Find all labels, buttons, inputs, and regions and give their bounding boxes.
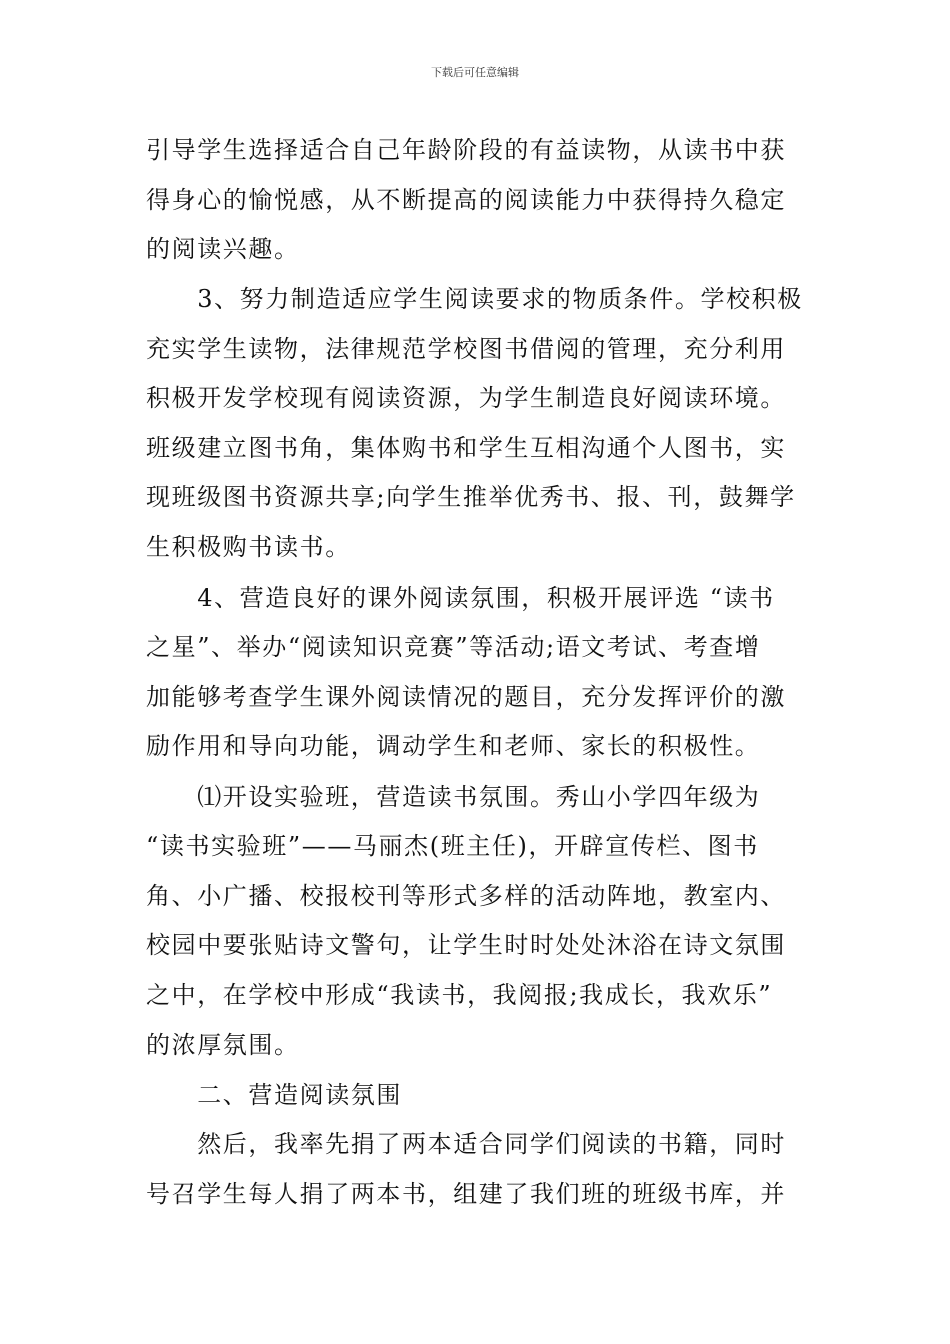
text-line: 得身心的愉悦感，从不断提高的阅读能力中获得持久稳定 xyxy=(146,186,786,214)
text-line: 号召学生每人捐了两本书，组建了我们班的班级书库，并 xyxy=(146,1180,786,1208)
text-line: 然后，我率先捐了两本适合同学们阅读的书籍，同时 xyxy=(146,1130,786,1158)
text-line: 的浓厚氛围。 xyxy=(146,1031,300,1059)
text-line: 现班级图书资源共享;向学生推举优秀书、报、刊，鼓舞学 xyxy=(146,483,796,511)
text-line: 励作用和导向功能，调动学生和老师、家长的积极性。 xyxy=(146,732,761,760)
text-line: 班级建立图书角，集体购书和学生互相沟通个人图书，实 xyxy=(146,434,786,462)
text-line: 校园中要张贴诗文警句，让学生时时处处沐浴在诗文氛围 xyxy=(146,931,786,959)
section-heading: 二、营造阅读氛围 xyxy=(146,1081,402,1109)
text-line: 引导学生选择适合自己年龄阶段的有益读物，从读书中获 xyxy=(146,136,786,164)
text-line: 积极开发学校现有阅读资源，为学生制造良好阅读环境。 xyxy=(146,384,786,412)
text-line: 生积极购书读书。 xyxy=(146,533,351,561)
text-line: 充实学生读物，法律规范学校图书借阅的管理，充分利用 xyxy=(146,335,786,363)
text-line: 之中，在学校中形成“我读书，我阅报;我成长，我欢乐” xyxy=(146,981,773,1009)
text-line: “读书实验班”——马丽杰(班主任)，开辟宣传栏、图书 xyxy=(146,832,759,860)
text-line: 之星”、举办“阅读知识竞赛”等活动;语文考试、考查增 xyxy=(146,633,761,661)
text-line: 加能够考查学生课外阅读情况的题目，充分发挥评价的激 xyxy=(146,683,786,711)
text-line: ⑴开设实验班，营造读书氛围。秀山小学四年级为 xyxy=(146,783,761,811)
text-line: 角、小广播、校报校刊等形式多样的活动阵地，教室内、 xyxy=(146,882,786,910)
text-line: 3、努力制造适应学生阅读要求的物质条件。学校积极 xyxy=(146,285,803,313)
text-line: 的阅读兴趣。 xyxy=(146,235,300,263)
page-header: 下载后可任意编辑 xyxy=(431,66,519,79)
text-line: 4、营造良好的课外阅读氛围，积极开展评选 “读书 xyxy=(146,584,775,612)
